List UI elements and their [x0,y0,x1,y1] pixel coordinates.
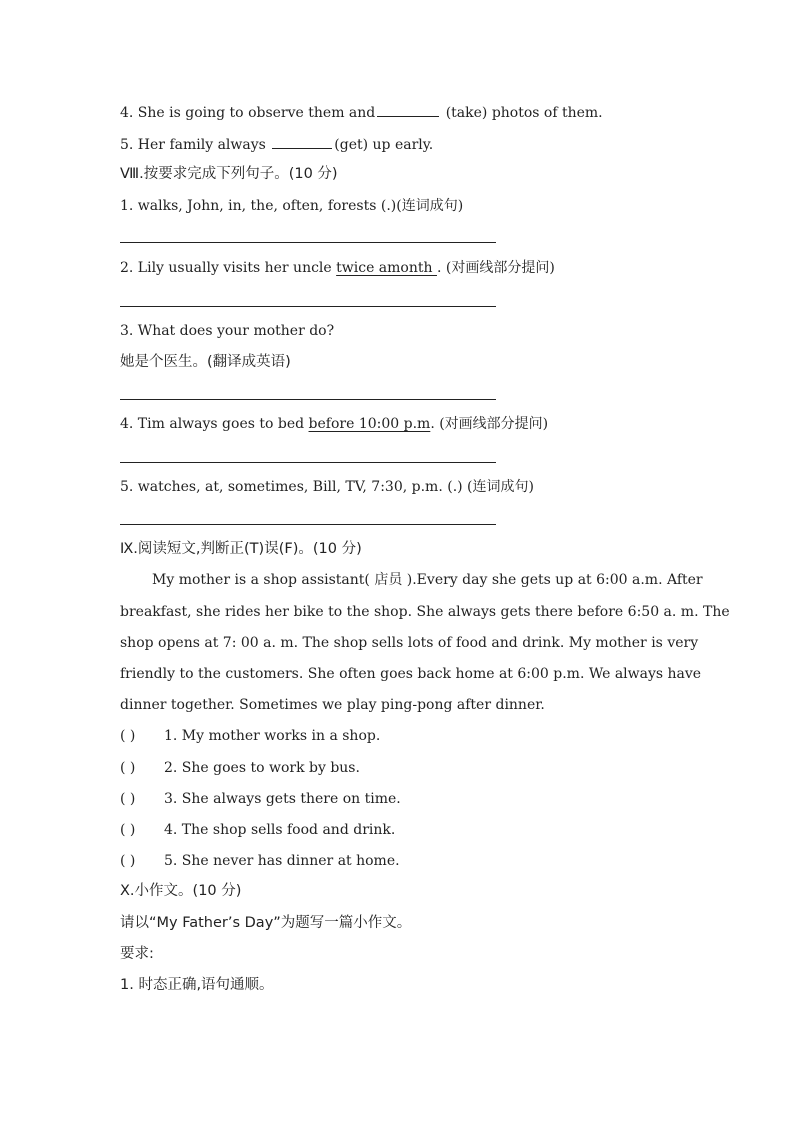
sentence-item-3-chinese: 她是个医生。(翻译成英语) [120,354,291,370]
fill-blank-item-5 [120,134,433,155]
item-text-after: . (对画线部分提问) [436,260,555,276]
item-text-before: 4. Tim always goes to bed [120,416,309,432]
answer-line-4[interactable] [120,462,496,463]
sentence-item-2 [120,258,555,278]
tf-question-5 [120,851,400,871]
item-text-after: (get) up early. [334,137,434,153]
question-text: 1. My mother works in a shop. [164,728,381,744]
answer-line-1[interactable] [120,242,496,243]
passage-line: dinner together. Sometimes we play ping-pong after dinner. [120,697,545,713]
question-text: 5. She never has dinner at home. [164,853,400,869]
passage-line: My mother is a shop assistant( 店员 ).Every day she gets up at 6:00 a.m. After [152,572,703,588]
answer-parentheses[interactable]: ( ) [120,791,136,807]
passage-line: shop opens at 7: 00 a. m. The shop sells lots of food and drink. My mother is very [120,635,699,651]
item-text-before: 5. Her family always [120,137,271,153]
item-text-before: 2. Lily usually visits her uncle [120,260,337,276]
underlined-phrase: before 10:00 p.m [308,416,431,432]
item-text-after: (take) photos of them. [441,105,603,121]
question-text: 2. She goes to work by bus. [164,760,360,776]
underlined-phrase: twice amonth [336,260,437,276]
sentence-item-3: 3. What does your mother do? [120,323,335,339]
section-9-title: Ⅸ.阅读短文,判断正(T)误(F)。(10 分) [120,541,362,557]
sentence-item-5: 5. watches, at, sometimes, Bill, TV, 7:30, p.m. (.) (连词成句) [120,479,534,495]
item-text-before: 4. She is going to observe them and [120,105,376,121]
question-text: 3. She always gets there on time. [164,791,401,807]
tf-question-3 [120,789,401,809]
passage-line: friendly to the customers. She often goes back home at 6:00 p.m. We always have [120,666,702,682]
requirements-label: 要求: [120,946,154,962]
item-text-after: . (对画线部分提问) [430,416,549,432]
tf-question-4 [120,820,395,840]
answer-line-2[interactable] [120,306,496,307]
sentence-item-1: 1. walks, John, in, the, often, forests (.)(连词成句) [120,198,464,214]
answer-parentheses[interactable]: ( ) [120,760,136,776]
section-8-title: Ⅷ.按要求完成下列句子。(10 分) [120,166,338,182]
answer-line-5[interactable] [120,524,496,525]
composition-prompt: 请以“My Father’s Day”为题写一篇小作文。 [120,915,412,931]
question-text: 4. The shop sells food and drink. [164,822,396,838]
section-10-title: Ⅹ.小作文。(10 分) [120,883,242,899]
tf-question-1 [120,726,380,746]
answer-line-3[interactable] [120,399,496,400]
answer-blank[interactable] [377,102,439,117]
answer-parentheses[interactable]: ( ) [120,728,136,744]
tf-question-2 [120,758,360,778]
requirement-item-1: 1. 时态正确,语句通顺。 [120,977,274,993]
fill-blank-item-4 [120,102,603,123]
sentence-item-4 [120,414,548,434]
answer-parentheses[interactable]: ( ) [120,853,136,869]
passage-line: breakfast, she rides her bike to the shop. She always gets there before 6:50 a. m. The [120,604,730,620]
answer-blank[interactable] [272,134,332,149]
answer-parentheses[interactable]: ( ) [120,822,136,838]
